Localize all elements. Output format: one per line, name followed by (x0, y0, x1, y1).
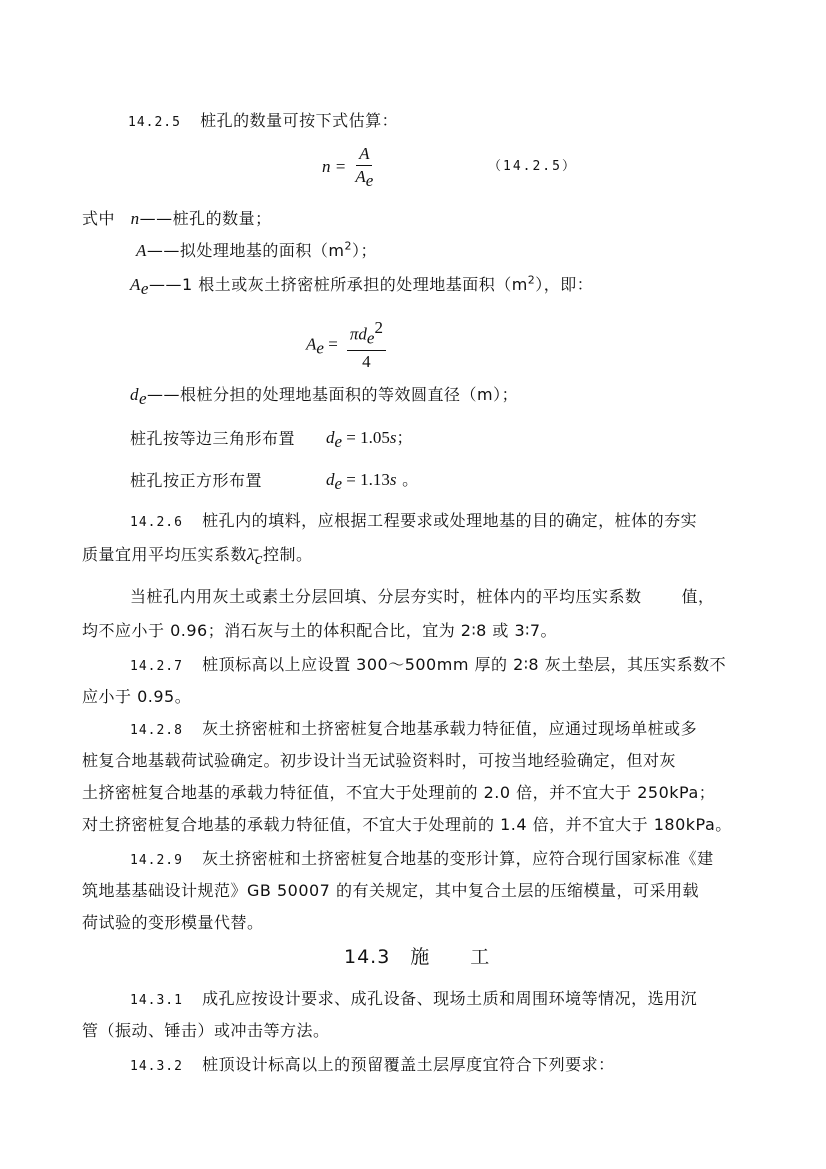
equation-number: （14.2.5） (488, 159, 577, 174)
clause-line: 桩顶设计标高以上的预留覆盖土层厚度宜符合下列要求： (202, 1055, 615, 1074)
clause-14-2-5 (128, 108, 398, 131)
rule-square-label: 桩孔按正方形布置 (130, 471, 263, 490)
symbol-de: d (130, 385, 139, 404)
clause-line: 灰土挤密桩和土挤密桩复合地基的变形计算，应符合现行国家标准《建 (202, 849, 714, 868)
symbol-a: A (136, 241, 147, 260)
fraction-denominator: 4 (362, 351, 371, 371)
rule-triangle-label: 桩孔按等边三角形布置 (130, 429, 296, 448)
clause-line-part: 质量宜用平均压实系数 (82, 545, 248, 564)
definition-a-end: ）； (351, 241, 377, 260)
clause-line: 桩顶标高以上应设置 300～500mm 厚的 2∶8 灰土垫层，其压实系数不 (202, 655, 727, 674)
fill-paragraph-line2: 均不应小于 0.96；消石灰与土的体积配合比，宜为 2∶8 或 3∶7。 (82, 621, 558, 640)
clause-number: 14.2.7 (130, 659, 183, 674)
formula-value: = 1.05 (342, 428, 390, 447)
equation-ae (306, 318, 386, 372)
clause-14-3-2 (130, 1052, 615, 1075)
clause-14-2-9-line3: 荷试验的变形模量代替。 (82, 913, 264, 932)
equation-14-2-5 (322, 144, 373, 191)
denominator-subscript: e (365, 171, 374, 191)
d-subscript: e (366, 328, 375, 348)
clause-14-3-1 (130, 986, 697, 1009)
formula-s: s (389, 428, 397, 447)
clause-14-2-6 (130, 508, 697, 531)
equation-lhs: n = (322, 157, 347, 177)
clause-line: 桩孔内的填料，应根据工程要求或处理地基的目的确定，桩体的夯实 (202, 511, 698, 530)
fraction-denominator (355, 166, 373, 191)
formula-end: 。 (396, 470, 419, 489)
lambda-subscript: c (254, 549, 263, 569)
clause-14-2-8-line4: 对土挤密桩复合地基的承载力特征值，不宜大于处理前的 1.4 倍，并不宜大于 180kPa。 (82, 815, 732, 834)
d-superscript: 2 (374, 318, 383, 337)
clause-number: 14.2.8 (130, 723, 183, 738)
clause-14-2-7 (130, 652, 726, 675)
rule-square (130, 468, 262, 491)
clause-number: 14.2.9 (130, 853, 183, 868)
clause-14-2-8-line3: 土挤密桩复合地基的承载力特征值，不宜大于处理前的 2.0 倍，并不宜大于 250kPa； (82, 783, 716, 802)
equation-ae-lhs-sub: e (316, 338, 324, 358)
clause-14-2-8-line2: 桩复合地基载荷试验确定。初步设计当无试验资料时，可按当地经验确定，但对灰 (82, 751, 677, 770)
formula-d: d (326, 428, 335, 447)
clause-line: 成孔应按设计要求、成孔设备、现场土质和周围环境等情况，选用沉 (202, 989, 698, 1008)
clause-text: 桩孔的数量可按下式估算： (200, 111, 399, 130)
definition-ae-end: ），即： (535, 275, 594, 294)
clause-14-2-8 (130, 716, 697, 739)
equation-fraction (355, 144, 373, 191)
clause-number: 14.3.1 (130, 993, 183, 1008)
clause-14-2-9 (130, 846, 714, 869)
definition-a-text: ——拟处理地基的面积（m (146, 241, 345, 260)
denominator-symbol: A (355, 167, 366, 186)
d-symbol: d (358, 324, 367, 344)
clause-number: 14.2.5 (128, 115, 181, 130)
formula-d-sub: e (334, 432, 343, 452)
paragraph-line: 当桩孔内用灰土或素土分层回填、分层夯实时，桩体内的平均压实系数 (130, 587, 642, 606)
paragraph-line-end: 值， (681, 587, 715, 606)
definition-ae-text: ——1 根土或灰土挤密桩所承担的处理地基面积（m (148, 275, 528, 294)
definition-n (82, 206, 272, 229)
rule-triangle-formula (326, 425, 413, 452)
symbol-ae-sub: e (140, 279, 149, 299)
definition-de (130, 382, 518, 409)
fraction-numerator (347, 318, 386, 351)
clause-number: 14.3.2 (130, 1059, 183, 1074)
clause-number: 14.2.6 (130, 515, 183, 530)
formula-value: = 1.13 (342, 470, 390, 489)
rule-triangle (130, 426, 295, 449)
formula-s: s (389, 470, 397, 489)
equation-ae-eq: = (323, 334, 338, 354)
symbol-n: n (130, 209, 140, 228)
clause-line: 灰土挤密桩和土挤密桩复合地基承载力特征值，应通过现场单桩或多 (202, 719, 698, 738)
clause-14-2-9-line2: 筑地基基础设计规范》GB 50007 的有关规定，其中复合土层的压缩模量，可采用载 (82, 881, 699, 900)
clause-14-2-7-line2: 应小于 0.95。 (82, 687, 192, 706)
equation-ae-fraction (347, 318, 386, 372)
definition-ae (130, 272, 593, 299)
definition-ae-sup: 2 (527, 273, 536, 287)
section-heading: 14.3 施 工 (344, 946, 491, 968)
formula-d: d (326, 470, 335, 489)
definition-a-sup: 2 (344, 239, 352, 253)
formula-end: ； (396, 428, 414, 447)
fraction-numerator: A (356, 144, 372, 166)
definition-lead: 式中 (82, 209, 116, 228)
fill-paragraph-line1 (130, 584, 715, 607)
clause-line-part: 控制。 (262, 545, 313, 564)
pi-symbol: π (349, 324, 359, 344)
formula-d-sub: e (334, 474, 343, 494)
definition-a (136, 238, 377, 261)
definition-n-text: ——桩孔的数量； (139, 209, 272, 228)
clause-14-2-6-line2 (82, 542, 312, 569)
definition-de-text: ——根桩分担的处理地基面积的等效圆直径（m）； (147, 385, 519, 404)
clause-14-3-1-line2: 管（振动、锤击）或冲击等方法。 (82, 1021, 330, 1040)
symbol-ae: A (130, 275, 141, 294)
equation-ae-lhs: A (306, 334, 317, 354)
rule-square-formula (326, 467, 419, 494)
symbol-de-sub: e (139, 389, 148, 409)
lambda-symbol: λ̄ (247, 545, 255, 564)
